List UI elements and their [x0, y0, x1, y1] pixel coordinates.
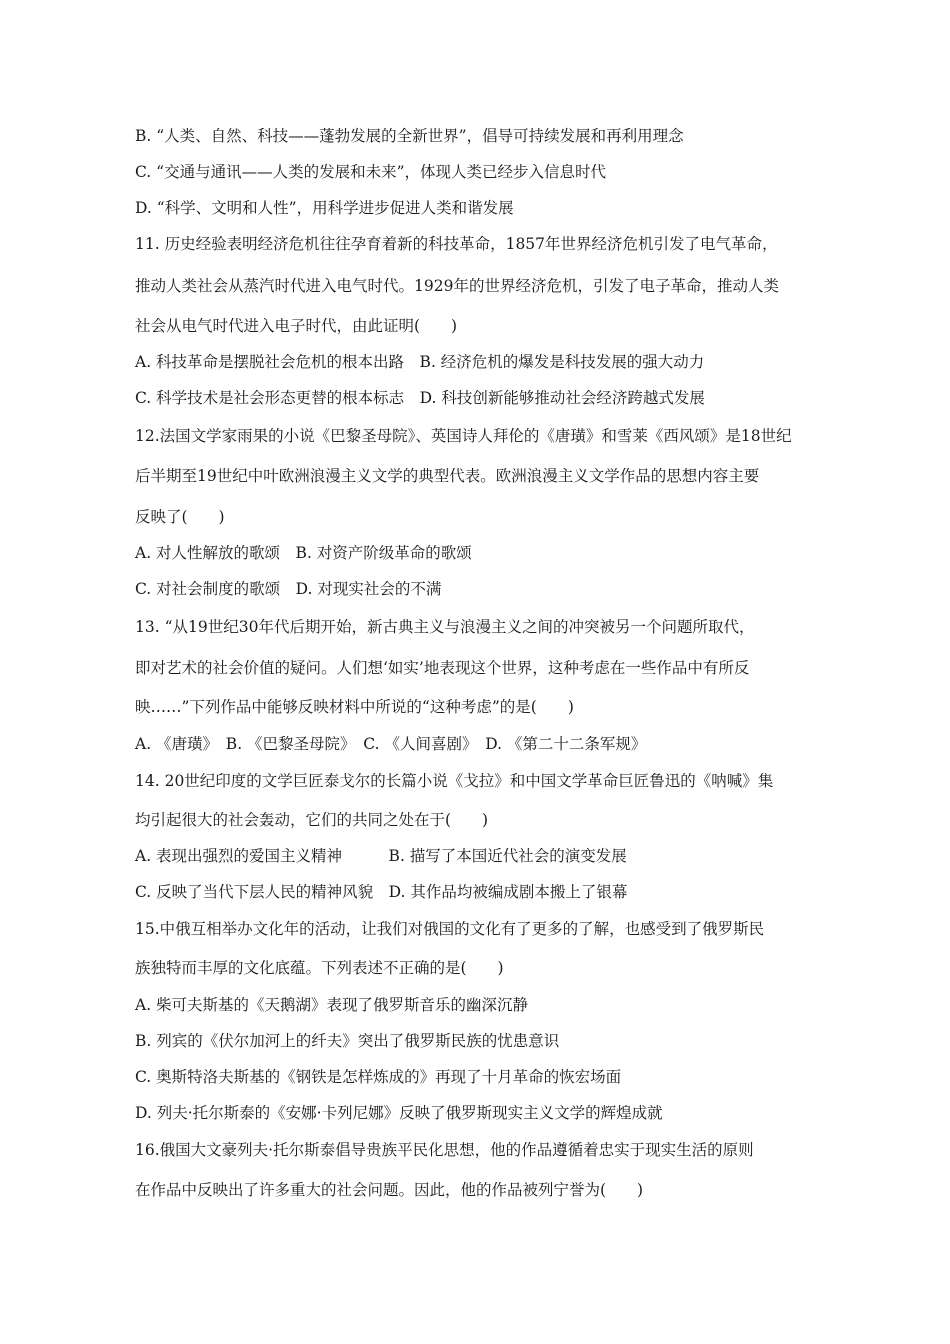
question-15-line-1: 15.中俄互相举办文化年的活动，让我们对俄国的文化有了更多的了解，也感受到了俄罗斯民 [135, 920, 765, 938]
question-11-line-2: 推动人类社会从蒸汽时代进入电气时代。1929年的世界经济危机，引发了电子革命，推动人类 [135, 277, 779, 295]
question-15-option-b: B. 列宾的《伏尔加河上的纤夫》突出了俄罗斯民族的忧患意识 [135, 1032, 560, 1050]
question-14-line-1: 14. 20世纪印度的文学巨匠泰戈尔的长篇小说《戈拉》和中国文学革命巨匠鲁迅的《呐喊》集 [135, 772, 774, 790]
question-11-options-ab: A. 科技革命是摆脱社会危机的根本出路 B. 经济危机的爆发是科技发展的强大动力 [135, 353, 705, 371]
question-12-options-ab: A. 对人性解放的歌颂 B. 对资产阶级革命的歌颂 [135, 544, 472, 562]
question-15-line-2: 族独特而丰厚的文化底蕴。下列表述不正确的是( ) [135, 959, 504, 977]
question-12-options-cd: C. 对社会制度的歌颂 D. 对现实社会的不满 [135, 580, 442, 598]
question-15-option-c: C. 奥斯特洛夫斯基的《钢铁是怎样炼成的》再现了十月革命的恢宏场面 [135, 1068, 622, 1086]
question-14-line-2: 均引起很大的社会轰动，它们的共同之处在于( ) [135, 811, 489, 829]
question-13-line-3: 映……”下列作品中能够反映材料中所说的“这种考虑”的是( ) [135, 698, 574, 716]
question-12-line-2: 后半期至19世纪中叶欧洲浪漫主义文学的典型代表。欧洲浪漫主义文学作品的思想内容主要 [135, 467, 760, 485]
question-12-line-3: 反映了( ) [135, 508, 225, 526]
question-13-options: A. 《唐璜》 B. 《巴黎圣母院》 C. 《人间喜剧》 D. 《第二十二条军规》 [135, 735, 647, 753]
option-c-line: C. “交通与通讯——人类的发展和未来”，体现人类已经步入信息时代 [135, 163, 607, 181]
question-12-line-1: 12.法国文学家雨果的小说《巴黎圣母院》、英国诗人拜伦的《唐璜》和雪莱《西风颂》是18世纪 [135, 427, 792, 445]
question-15-option-a: A. 柴可夫斯基的《天鹅湖》表现了俄罗斯音乐的幽深沉静 [135, 996, 529, 1014]
question-14-options-cd: C. 反映了当代下层人民的精神风貌 D. 其作品均被编成剧本搬上了银幕 [135, 883, 628, 901]
option-d-line: D. “科学、文明和人性”，用科学进步促进人类和谐发展 [135, 199, 514, 217]
question-14-options-ab: A. 表现出强烈的爱国主义精神 B. 描写了本国近代社会的演变发展 [135, 847, 627, 865]
question-13-line-2: 即对艺术的社会价值的疑问。人们想‘如实’地表现这个世界，这种考虑在一些作品中有所反 [135, 659, 750, 677]
question-15-option-d: D. 列夫·托尔斯泰的《安娜·卡列尼娜》反映了俄罗斯现实主义文学的辉煌成就 [135, 1104, 663, 1122]
question-11-line-1: 11. 历史经验表明经济危机往往孕育着新的科技革命，1857年世界经济危机引发了电气革命， [135, 235, 778, 253]
question-16-line-1: 16.俄国大文豪列夫·托尔斯泰倡导贵族平民化思想，他的作品遵循着忠实于现实生活的原则 [135, 1141, 754, 1159]
question-13-line-1: 13. “从19世纪30年代后期开始，新古典主义与浪漫主义之间的冲突被另一个问题所取代， [135, 618, 755, 636]
option-b-line: B. “人类、自然、科技——蓬勃发展的全新世界”，倡导可持续发展和再利用理念 [135, 127, 684, 145]
question-11-line-3: 社会从电气时代进入电子时代，由此证明( ) [135, 317, 458, 335]
question-16-line-2: 在作品中反映出了许多重大的社会问题。因此，他的作品被列宁誉为( ) [135, 1181, 644, 1199]
question-11-options-cd: C. 科学技术是社会形态更替的根本标志 D. 科技创新能够推动社会经济跨越式发展 [135, 389, 705, 407]
